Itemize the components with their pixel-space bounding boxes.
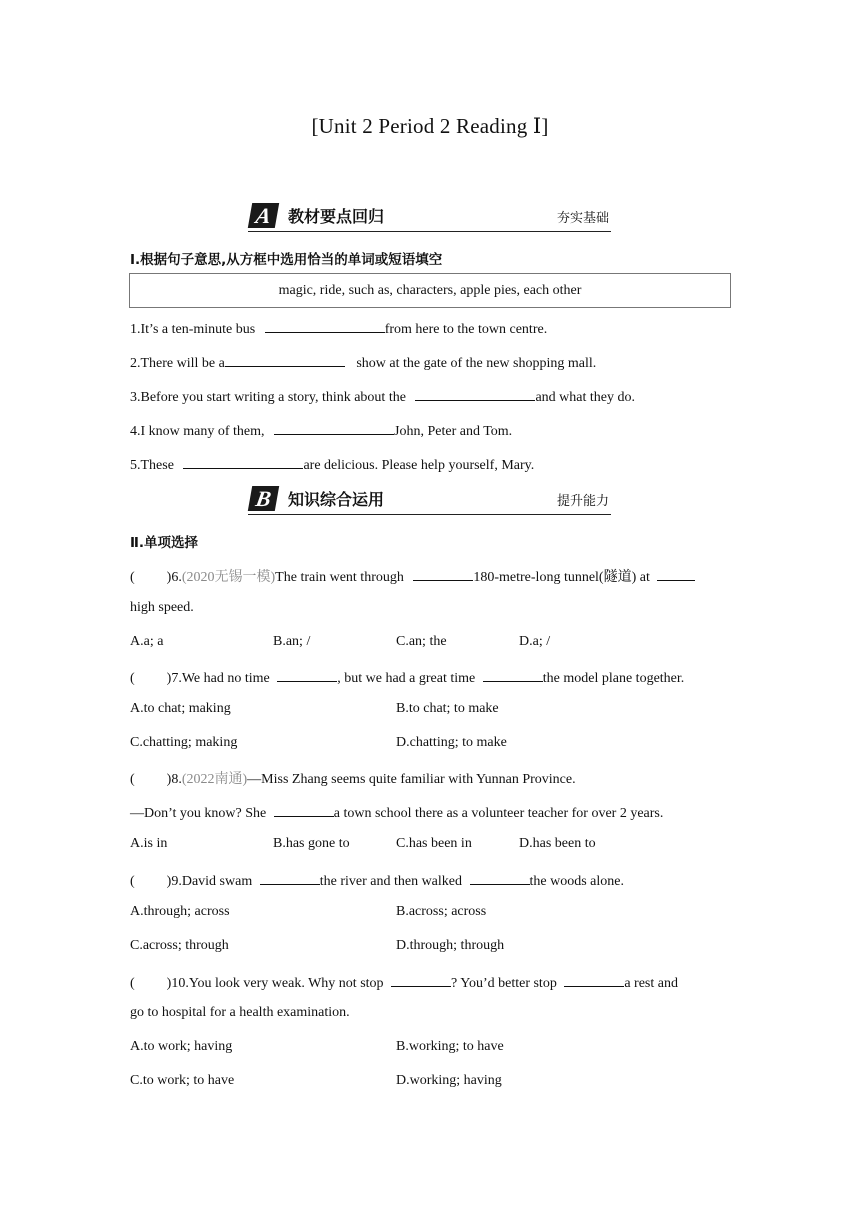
question-6-cont: high speed. <box>130 600 194 615</box>
word-box: magic, ride, such as, characters, apple pies, each other <box>129 273 731 308</box>
fill-item-4 <box>130 420 512 440</box>
question-10-options-2 <box>0 1073 860 1093</box>
question-text: the woods alone. <box>529 874 624 889</box>
section-b-title: 知识综合运用 <box>288 490 385 509</box>
answer-blank[interactable] <box>260 870 320 885</box>
item-3-text-after: and what they do. <box>535 390 635 405</box>
item-2-text: 2.There will be a <box>130 356 225 371</box>
question-10-options-1 <box>0 1039 860 1059</box>
answer-blank[interactable] <box>415 386 535 401</box>
question-9 <box>130 870 624 890</box>
page-title: [Unit 2 Period 2 Reading Ⅰ] <box>311 114 549 138</box>
answer-paren-open: ( <box>130 570 135 585</box>
question-source: (2020无锡一模) <box>181 570 276 585</box>
item-1-text: 1.It’s a ten-minute bus <box>130 322 256 337</box>
question-9-options-1 <box>0 904 860 924</box>
option-d[interactable]: D.has been to <box>519 836 596 851</box>
answer-blank[interactable] <box>564 972 624 987</box>
question-text: )7.We had no time <box>166 671 270 686</box>
answer-paren-open: ( <box>130 772 135 787</box>
question-10-cont: go to hospital for a health examination. <box>130 1005 350 1020</box>
question-text: The train went through <box>275 570 404 585</box>
item-5-text-after: are delicious. Please help yourself, Mary. <box>303 458 535 473</box>
question-text: a rest and <box>624 976 678 991</box>
fill-item-5 <box>130 454 534 474</box>
answer-blank[interactable] <box>265 318 385 333</box>
option-b[interactable]: B.an; / <box>273 634 311 649</box>
option-a[interactable]: A.a; a <box>130 634 164 649</box>
option-d[interactable]: D.working; having <box>396 1073 502 1088</box>
question-text: the river and then walked <box>319 874 462 889</box>
question-text: —Miss Zhang seems quite familiar with Yunnan Province. <box>247 772 576 787</box>
answer-paren-open: ( <box>130 671 135 686</box>
option-b[interactable]: B.to chat; to make <box>396 701 499 716</box>
option-d[interactable]: D.through; through <box>396 938 505 953</box>
option-a[interactable]: A.to work; having <box>130 1039 233 1054</box>
option-b[interactable]: B.has gone to <box>273 836 350 851</box>
answer-blank[interactable] <box>277 667 337 682</box>
answer-blank[interactable] <box>225 352 345 367</box>
question-text: , but we had a great time <box>337 671 476 686</box>
part2-heading: Ⅱ.单项选择 <box>130 535 199 551</box>
question-7-options-2 <box>0 735 860 755</box>
answer-blank[interactable] <box>391 972 451 987</box>
option-c[interactable]: C.chatting; making <box>130 735 238 750</box>
option-b[interactable]: B.working; to have <box>396 1039 504 1054</box>
answer-blank[interactable] <box>274 420 394 435</box>
answer-blank[interactable] <box>274 802 334 817</box>
option-c[interactable]: C.across; through <box>130 938 229 953</box>
section-b-banner <box>248 484 611 515</box>
question-number: )6. <box>166 570 182 585</box>
fill-item-1 <box>130 318 547 338</box>
question-text: )10.You look very weak. Why not stop <box>166 976 384 991</box>
question-8 <box>130 768 576 788</box>
question-7 <box>130 667 684 687</box>
section-a-subtitle: 夯实基础 <box>556 211 609 226</box>
section-a-title: 教材要点回归 <box>288 207 385 226</box>
question-text: 180-metre-long tunnel(隧道) at <box>473 570 650 585</box>
question-8-line2 <box>130 802 663 822</box>
option-c[interactable]: C.to work; to have <box>130 1073 235 1088</box>
question-number: )8. <box>166 772 182 787</box>
section-a-badge: A <box>248 203 279 228</box>
question-text: the model plane together. <box>542 671 685 686</box>
answer-blank[interactable] <box>470 870 530 885</box>
question-text: a town school there as a volunteer teacher for over 2 years. <box>333 806 664 821</box>
section-a-banner <box>248 201 611 232</box>
option-a[interactable]: A.through; across <box>130 904 230 919</box>
answer-paren-open: ( <box>130 976 135 991</box>
part1-heading: Ⅰ.根据句子意思,从方框中选用恰当的单词或短语填空 <box>130 252 443 268</box>
fill-item-3 <box>130 386 635 406</box>
question-8-options <box>0 836 860 856</box>
item-1-text-after: from here to the town centre. <box>384 322 548 337</box>
item-3-text: 3.Before you start writing a story, think about the <box>130 390 406 405</box>
fill-item-2 <box>130 352 596 372</box>
item-4-text: 4.I know many of them, <box>130 424 265 439</box>
answer-blank[interactable] <box>657 566 695 581</box>
answer-blank[interactable] <box>413 566 473 581</box>
question-source: (2022南通) <box>181 772 248 787</box>
question-text: )9.David swam <box>166 874 253 889</box>
question-9-options-2 <box>0 938 860 958</box>
question-6 <box>130 566 695 586</box>
section-b-badge: B <box>248 486 279 511</box>
option-c[interactable]: C.has been in <box>396 836 472 851</box>
section-b-subtitle: 提升能力 <box>556 494 609 509</box>
option-c[interactable]: C.an; the <box>396 634 447 649</box>
answer-paren-open: ( <box>130 874 135 889</box>
option-b[interactable]: B.across; across <box>396 904 487 919</box>
option-a[interactable]: A.is in <box>130 836 168 851</box>
item-2-text-after: show at the gate of the new shopping mall. <box>356 356 597 371</box>
item-4-text-after: John, Peter and Tom. <box>394 424 513 439</box>
question-text: ? You’d better stop <box>451 976 557 991</box>
question-10 <box>130 972 678 992</box>
answer-blank[interactable] <box>483 667 543 682</box>
option-a[interactable]: A.to chat; making <box>130 701 231 716</box>
question-6-options <box>0 634 860 654</box>
answer-blank[interactable] <box>183 454 303 469</box>
option-d[interactable]: D.chatting; to make <box>396 735 507 750</box>
item-5-text: 5.These <box>130 458 174 473</box>
question-text: —Don’t you know? She <box>130 806 267 821</box>
option-d[interactable]: D.a; / <box>519 634 551 649</box>
question-7-options-1 <box>0 701 860 721</box>
